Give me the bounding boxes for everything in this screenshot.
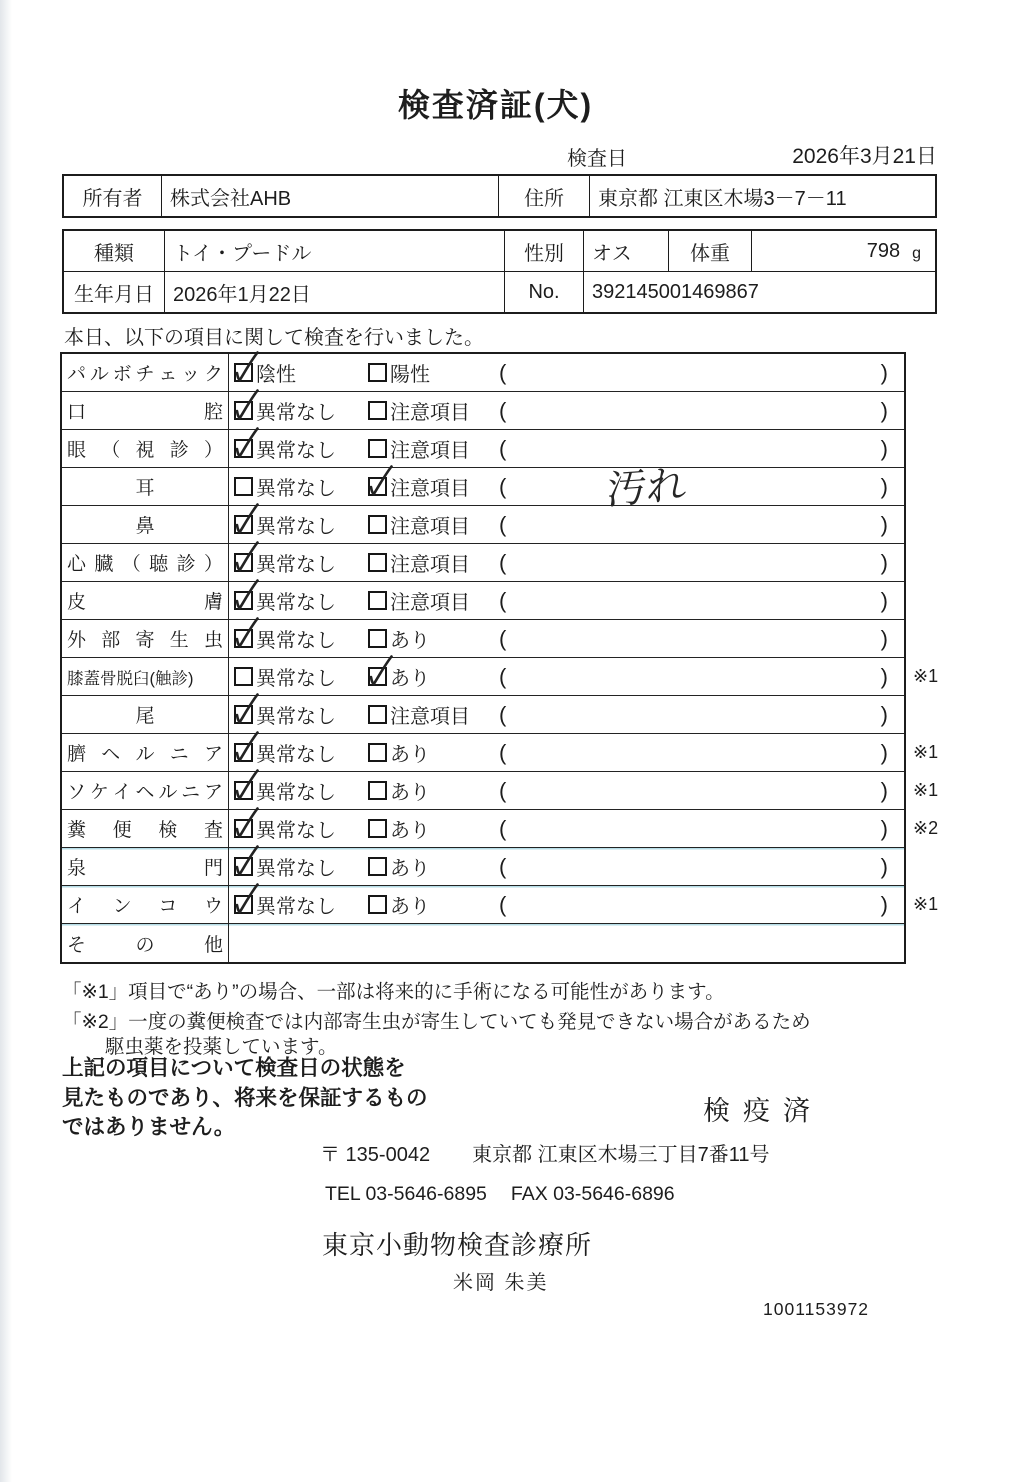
number-label: No. xyxy=(505,272,584,312)
option-opt2 xyxy=(368,696,470,733)
postal-code: 〒 135-0042 xyxy=(320,1144,431,1166)
table-row xyxy=(62,620,904,658)
clinic-tel-line xyxy=(325,1183,675,1206)
option-label: 異常なし xyxy=(256,630,336,652)
row-label xyxy=(67,891,223,918)
check-mark-icon xyxy=(366,464,395,497)
check-mark-icon xyxy=(232,844,261,877)
checkbox-checked xyxy=(234,705,253,724)
row-label-char: 便 xyxy=(112,820,132,841)
paren-open: ( xyxy=(499,549,507,575)
address-value: 東京都 江東区木場3－7－11 xyxy=(598,187,847,210)
row-label-char: （ xyxy=(121,554,141,575)
table-row xyxy=(62,354,904,392)
option-opt1 xyxy=(234,620,336,657)
option-opt1 xyxy=(234,696,336,733)
option-opt1 xyxy=(234,886,336,923)
row-label-char: ） xyxy=(203,440,223,461)
inspection-date-value: 2026年3月21日 xyxy=(792,145,937,168)
pet-row-2 xyxy=(64,271,935,312)
handwritten-remark: 汚れ xyxy=(605,463,689,513)
checkbox xyxy=(368,743,387,762)
paren-close: ) xyxy=(880,853,888,879)
table-row xyxy=(62,392,904,430)
checkbox xyxy=(368,629,387,648)
option-label: 異常なし xyxy=(256,402,336,424)
option-label: 注意項目 xyxy=(390,516,470,538)
option-opt2 xyxy=(368,886,430,923)
row-label-char: イ xyxy=(67,896,87,917)
option-opt2 xyxy=(368,506,470,543)
row-label-char: 部 xyxy=(101,630,121,651)
sex-label: 性別 xyxy=(505,231,584,271)
paren-open: ( xyxy=(499,397,507,423)
option-opt2 xyxy=(368,620,430,657)
checkbox xyxy=(368,591,387,610)
option-label: あり xyxy=(390,782,430,804)
paren-close: ) xyxy=(880,511,888,537)
row-label-char: ニ xyxy=(169,744,189,765)
row-label-char: 泉 xyxy=(67,858,87,879)
owner-label: 所有者 xyxy=(64,176,162,216)
row-label-cell xyxy=(62,544,229,581)
row-label-cell xyxy=(62,392,229,429)
row-label-char: チ xyxy=(135,364,155,385)
table-row xyxy=(62,848,904,886)
row-label xyxy=(67,930,223,957)
option-label: あり xyxy=(390,858,430,880)
row-label xyxy=(67,359,223,386)
row-label-char: ル xyxy=(89,364,109,385)
option-label: 異常なし xyxy=(256,516,336,538)
reference-mark: ※2 xyxy=(913,818,939,838)
option-label: あり xyxy=(390,820,430,842)
row-label-char: 腔 xyxy=(203,402,223,423)
option-opt1 xyxy=(234,392,336,429)
row-label-char: 聴 xyxy=(149,554,169,575)
row-label xyxy=(67,587,223,614)
row-label-char: （ xyxy=(101,440,121,461)
option-label: 異常なし xyxy=(256,554,336,576)
reference-mark: ※1 xyxy=(913,780,939,800)
checkbox xyxy=(368,705,387,724)
row-label-cell xyxy=(62,734,229,771)
row-label xyxy=(67,397,223,424)
row-label-char: ク xyxy=(203,364,223,385)
option-opt2 xyxy=(368,468,470,505)
option-opt1 xyxy=(234,658,336,695)
option-label: あり xyxy=(390,896,430,918)
option-label: 異常なし xyxy=(256,782,336,804)
paren-open: ( xyxy=(499,815,507,841)
row-label-char: 眼 xyxy=(67,440,87,461)
check-mark-icon xyxy=(232,768,261,801)
option-label: 陰性 xyxy=(256,364,296,386)
checkbox xyxy=(368,439,387,458)
row-label xyxy=(67,435,223,462)
paren-open: ( xyxy=(499,891,507,917)
address-label: 住所 xyxy=(499,176,590,216)
row-label-char: 他 xyxy=(203,934,223,956)
table-row xyxy=(62,506,904,544)
check-mark-icon xyxy=(232,578,261,611)
checkbox-checked xyxy=(368,667,387,686)
paren-close: ) xyxy=(880,663,888,689)
paren-open: ( xyxy=(499,739,507,765)
option-opt1 xyxy=(234,772,336,809)
option-label: 注意項目 xyxy=(390,478,470,500)
sex-value: オス xyxy=(584,231,669,271)
check-mark-icon xyxy=(232,806,261,839)
row-label-char: 生 xyxy=(169,630,189,651)
option-label: 注意項目 xyxy=(390,592,470,614)
option-label: あり xyxy=(390,668,430,690)
paren-close: ) xyxy=(880,435,888,461)
disclaimer-line-3: ではありません。 xyxy=(62,1115,236,1139)
row-label-char: イ xyxy=(112,782,132,803)
row-label-cell xyxy=(62,468,229,505)
clinic-tel: TEL 03-5646-6895 xyxy=(325,1183,487,1205)
paren-open: ( xyxy=(499,663,507,689)
inspection-date-label: 検査日 xyxy=(567,148,627,170)
row-label-cell xyxy=(62,886,229,923)
row-label-char: の xyxy=(135,934,155,956)
option-label: 異常なし xyxy=(256,440,336,462)
document-number: 1001153972 xyxy=(763,1299,870,1319)
row-label-char: ケ xyxy=(89,782,109,803)
table-row xyxy=(62,924,904,962)
footnote-2: 「※2」一度の糞便検査では内部寄生虫が寄生していても発見できない場合があるため xyxy=(62,1011,811,1033)
row-label-char: 診 xyxy=(169,440,189,461)
number-value: 392145001469867 xyxy=(592,280,759,303)
row-label-char: 門 xyxy=(203,858,223,879)
check-mark-icon xyxy=(232,616,261,649)
row-label-char: 外 xyxy=(67,630,87,651)
checkbox xyxy=(368,857,387,876)
row-label-char: 検 xyxy=(158,820,178,841)
row-label-cell xyxy=(62,658,229,695)
option-label: 異常なし xyxy=(256,592,336,614)
birthdate-value: 2026年1月22日 xyxy=(165,272,505,312)
option-opt2 xyxy=(368,354,430,391)
check-mark-icon xyxy=(232,882,261,915)
row-label-char: 査 xyxy=(203,820,223,841)
scan-edge-artifact xyxy=(0,0,12,1482)
option-opt1 xyxy=(234,544,336,581)
checkbox-checked xyxy=(234,439,253,458)
owner-row xyxy=(64,176,935,216)
clinic-name: 東京小動物検査診療所 xyxy=(322,1230,593,1260)
quarantine-stamp: 検疫済 xyxy=(703,1096,823,1126)
table-row xyxy=(62,582,904,620)
check-mark-icon xyxy=(232,540,261,573)
row-label-cell xyxy=(62,810,229,847)
option-opt1 xyxy=(234,810,336,847)
paren-open: ( xyxy=(499,853,507,879)
check-mark-icon xyxy=(232,388,261,421)
checkbox-checked xyxy=(234,857,253,876)
paren-close: ) xyxy=(880,549,888,575)
weight-unit: g xyxy=(912,245,921,262)
pet-box xyxy=(62,229,937,314)
option-opt2 xyxy=(368,734,430,771)
option-label: 異常なし xyxy=(256,668,336,690)
row-label-char: 膚 xyxy=(203,592,223,613)
row-label-char: ボ xyxy=(112,364,132,385)
check-mark-icon xyxy=(232,692,261,725)
paren-close: ) xyxy=(880,739,888,765)
row-label-cell xyxy=(62,924,229,962)
checkbox xyxy=(368,895,387,914)
row-label-char: 臍 xyxy=(67,744,87,765)
checkbox xyxy=(234,667,253,686)
row-label-char: 診 xyxy=(176,554,196,575)
checkbox-checked xyxy=(234,363,253,382)
option-opt2 xyxy=(368,392,470,429)
checkbox xyxy=(368,781,387,800)
paren-open: ( xyxy=(499,625,507,651)
option-label: 注意項目 xyxy=(390,706,470,728)
checkbox-checked xyxy=(234,819,253,838)
row-label-cell xyxy=(62,506,229,543)
row-label-cell xyxy=(62,696,229,733)
pet-row-1 xyxy=(64,231,935,271)
paren-close: ) xyxy=(880,397,888,423)
option-opt1 xyxy=(234,468,336,505)
check-mark-icon xyxy=(232,350,261,383)
row-label-char: 虫 xyxy=(203,630,223,651)
paren-open: ( xyxy=(499,587,507,613)
row-label-char: ェ xyxy=(158,364,178,385)
checkbox-checked xyxy=(234,895,253,914)
option-label: あり xyxy=(390,744,430,766)
paren-close: ) xyxy=(880,701,888,727)
paren-open: ( xyxy=(499,435,507,461)
option-label: 異常なし xyxy=(256,478,336,500)
footnote-1: 「※1」項目で“あり”の場合、一部は将来的に手術になる可能性があります。 xyxy=(62,981,725,1003)
table-row xyxy=(62,810,939,848)
row-label-char: 口 xyxy=(67,402,87,423)
row-label-char: ル xyxy=(135,744,155,765)
row-label-char: ） xyxy=(203,554,223,575)
disclaimer xyxy=(62,1054,428,1143)
row-label-char: ル xyxy=(158,782,178,803)
owner-box xyxy=(62,174,937,218)
option-label: 陽性 xyxy=(390,364,430,386)
row-label-char: 心 xyxy=(67,554,87,575)
checkbox-checked xyxy=(234,743,253,762)
row-label-cell xyxy=(62,620,229,657)
row-label: 鼻 xyxy=(135,516,155,537)
option-opt1 xyxy=(234,430,336,467)
row-label: 耳 xyxy=(135,478,155,499)
veterinarian-name: 米岡 朱美 xyxy=(453,1272,549,1294)
option-label: 異常なし xyxy=(256,706,336,728)
option-label: 異常なし xyxy=(256,858,336,880)
breed-label: 種類 xyxy=(64,231,165,271)
paren-close: ) xyxy=(880,359,888,385)
row-label-char: 視 xyxy=(135,440,155,461)
disclaimer-line-2: 見たものであり、将来を保証するもの xyxy=(62,1085,428,1110)
checkbox-checked xyxy=(234,401,253,420)
checkbox xyxy=(368,363,387,382)
paren-close: ) xyxy=(880,815,888,841)
row-label-char: そ xyxy=(67,934,87,956)
row-label-cell xyxy=(62,582,229,619)
option-label: 注意項目 xyxy=(390,440,470,462)
reference-mark: ※1 xyxy=(913,742,939,762)
disclaimer-line-1: 上記の項目について検査日の状態を xyxy=(62,1056,406,1080)
paren-open: ( xyxy=(499,777,507,803)
reference-mark: ※1 xyxy=(913,894,939,914)
clinic-address: 東京都 江東区木場三丁目7番11号 xyxy=(472,1144,770,1166)
option-opt1 xyxy=(234,734,336,771)
row-label-char: コ xyxy=(158,896,178,917)
option-opt1 xyxy=(234,582,336,619)
row-label-cell xyxy=(62,772,229,809)
row-label-cell xyxy=(62,848,229,885)
row-label-cell xyxy=(62,430,229,467)
row-label-char: 臓 xyxy=(94,554,114,575)
row-label-char: ア xyxy=(203,782,223,803)
row-label-cell xyxy=(62,354,229,391)
checkbox-checked xyxy=(234,781,253,800)
inspection-table xyxy=(60,352,939,964)
table-row xyxy=(62,772,939,810)
row-label-char: ン xyxy=(112,896,132,917)
checkbox-checked xyxy=(234,515,253,534)
clinic-fax: FAX 03-5646-6896 xyxy=(510,1183,675,1205)
option-label: 注意項目 xyxy=(390,554,470,576)
row-label: 尾 xyxy=(135,706,155,727)
check-mark-icon xyxy=(232,502,261,535)
breed-value: トイ・プードル xyxy=(165,231,505,271)
row-label-char: パ xyxy=(67,364,87,385)
table-row xyxy=(62,886,939,924)
row-label xyxy=(67,815,223,842)
checkbox xyxy=(368,553,387,572)
row-label-char: 皮 xyxy=(67,592,87,613)
checkbox-checked xyxy=(234,629,253,648)
checkbox xyxy=(368,401,387,420)
paren-close: ) xyxy=(880,777,888,803)
clinic-postal-line xyxy=(320,1138,770,1167)
option-opt2 xyxy=(368,582,470,619)
intro-line: 本日、以下の項目に関して検査を行いました。 xyxy=(64,327,484,349)
row-label: 膝蓋骨脱臼(触診) xyxy=(67,669,194,688)
table-row xyxy=(62,734,939,772)
option-opt2 xyxy=(368,658,430,695)
table-row xyxy=(62,463,904,513)
weight-label: 体重 xyxy=(669,231,752,271)
checkbox xyxy=(368,515,387,534)
row-label-char: ニ xyxy=(181,782,201,803)
paren-close: ) xyxy=(880,473,888,499)
check-mark-icon xyxy=(366,654,395,687)
table-row xyxy=(62,430,904,468)
row-label-char: ヘ xyxy=(135,782,155,803)
option-label: 異常なし xyxy=(256,896,336,918)
row-label-char: 糞 xyxy=(67,820,87,841)
checkbox xyxy=(368,819,387,838)
paren-close: ) xyxy=(880,625,888,651)
checkbox-checked xyxy=(368,477,387,496)
footnote-2-cont: 駆虫薬を投薬しています。 xyxy=(105,1036,338,1058)
checkbox-checked xyxy=(234,553,253,572)
row-label xyxy=(67,777,223,804)
row-label-char: ウ xyxy=(203,896,223,917)
option-opt2 xyxy=(368,544,470,581)
option-opt1 xyxy=(234,848,336,885)
row-label xyxy=(67,739,223,766)
checkbox xyxy=(234,477,253,496)
check-mark-icon xyxy=(232,426,261,459)
paren-open: ( xyxy=(499,359,507,385)
paren-open: ( xyxy=(499,701,507,727)
paren-close: ) xyxy=(880,891,888,917)
option-opt1 xyxy=(234,354,296,391)
weight-number: 798 xyxy=(866,239,901,262)
option-opt2 xyxy=(368,430,470,467)
table-row xyxy=(62,658,939,696)
option-label: 注意項目 xyxy=(390,402,470,424)
option-opt2 xyxy=(368,772,430,809)
paren-close: ) xyxy=(880,587,888,613)
row-label xyxy=(67,625,223,652)
option-label: 異常なし xyxy=(256,744,336,766)
owner-value: 株式会社AHB xyxy=(162,176,499,216)
reference-mark: ※1 xyxy=(913,666,939,686)
option-opt2 xyxy=(368,848,430,885)
option-opt1 xyxy=(234,506,336,543)
option-label: あり xyxy=(390,630,430,652)
table-row xyxy=(62,696,904,734)
row-label-char: ヘ xyxy=(101,744,121,765)
row-label-char: ッ xyxy=(181,364,201,385)
row-label-char: 寄 xyxy=(135,630,155,651)
row-label xyxy=(67,549,223,576)
row-label-char: ア xyxy=(203,744,223,765)
checkbox-checked xyxy=(234,591,253,610)
row-label-char: ソ xyxy=(67,782,87,803)
option-label: 異常なし xyxy=(256,820,336,842)
birthdate-label: 生年月日 xyxy=(64,272,165,312)
option-opt2 xyxy=(368,810,430,847)
weight-value xyxy=(752,231,935,271)
table-row xyxy=(62,544,904,582)
page-title: 検査済証(犬) xyxy=(397,87,594,123)
paren-open: ( xyxy=(499,473,507,499)
check-mark-icon xyxy=(232,730,261,763)
paren-open: ( xyxy=(499,511,507,537)
row-label xyxy=(67,853,223,880)
